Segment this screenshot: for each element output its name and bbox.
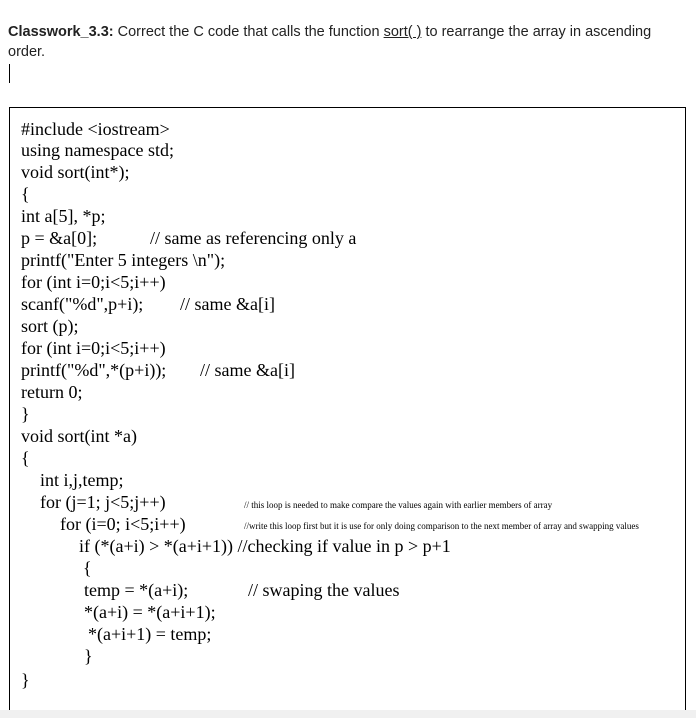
heading-title: Classwork_3.3: [8,24,114,40]
text-cursor [9,64,10,83]
code-line: temp = *(a+i); [84,580,189,600]
code-line: } [84,646,93,666]
code-line: printf("%d",*(p+i)); [21,360,167,380]
code-line: int a[5], *p; [21,206,106,226]
code-line: using namespace std; [21,140,174,160]
code-comment: // same as referencing only a [150,228,357,248]
code-comment: // same &a[i] [180,294,275,314]
code-comment-small: //write this loop first but it is use for only doing comparison to the next member of array and swapping values [244,521,639,531]
code-line: void sort(int *a) [21,426,137,446]
instruction-heading [8,22,680,62]
code-line: for (int i=0;i<5;i++) [21,338,166,358]
code-line: { [21,448,30,468]
code-comment-small: // this loop is needed to make compare the values again with earlier members of array [244,500,553,510]
code-comment: // same &a[i] [200,360,295,380]
code-line: if (*(a+i) > *(a+i+1)) //checking if value in p > p+1 [79,536,451,556]
code-line: for (int i=0;i<5;i++) [21,272,166,292]
code-line: *(a+i) = *(a+i+1); [84,602,216,622]
code-line: p = &a[0]; [21,228,98,248]
function-name: sort( ) [383,24,422,40]
code-line: return 0; [21,382,83,402]
code-line: } [21,404,30,424]
code-line: } [21,670,30,690]
heading-text-before: Correct the C code that calls the function [113,24,384,40]
code-comment: // swaping the values [248,580,400,600]
code-line: *(a+i+1) = temp; [88,624,212,644]
code-line: scanf("%d",p+i); [21,294,144,314]
code-line: for (j=1; j<5;j++) [40,492,166,512]
heading-text-after: to rearrange the array in ascending order. [8,24,652,60]
code-line: for (i=0; i<5;i++) [60,514,186,534]
code-line: { [83,558,92,578]
code-line: sort (p); [21,316,79,336]
code-line: int i,j,temp; [40,470,124,490]
code-line: #include <iostream> [21,119,170,139]
page-bottom-edge [0,710,696,718]
code-box[interactable] [9,107,686,712]
code-line: printf("Enter 5 integers \n"); [21,250,226,270]
code-line: { [21,184,30,204]
code-line: void sort(int*); [21,162,130,182]
